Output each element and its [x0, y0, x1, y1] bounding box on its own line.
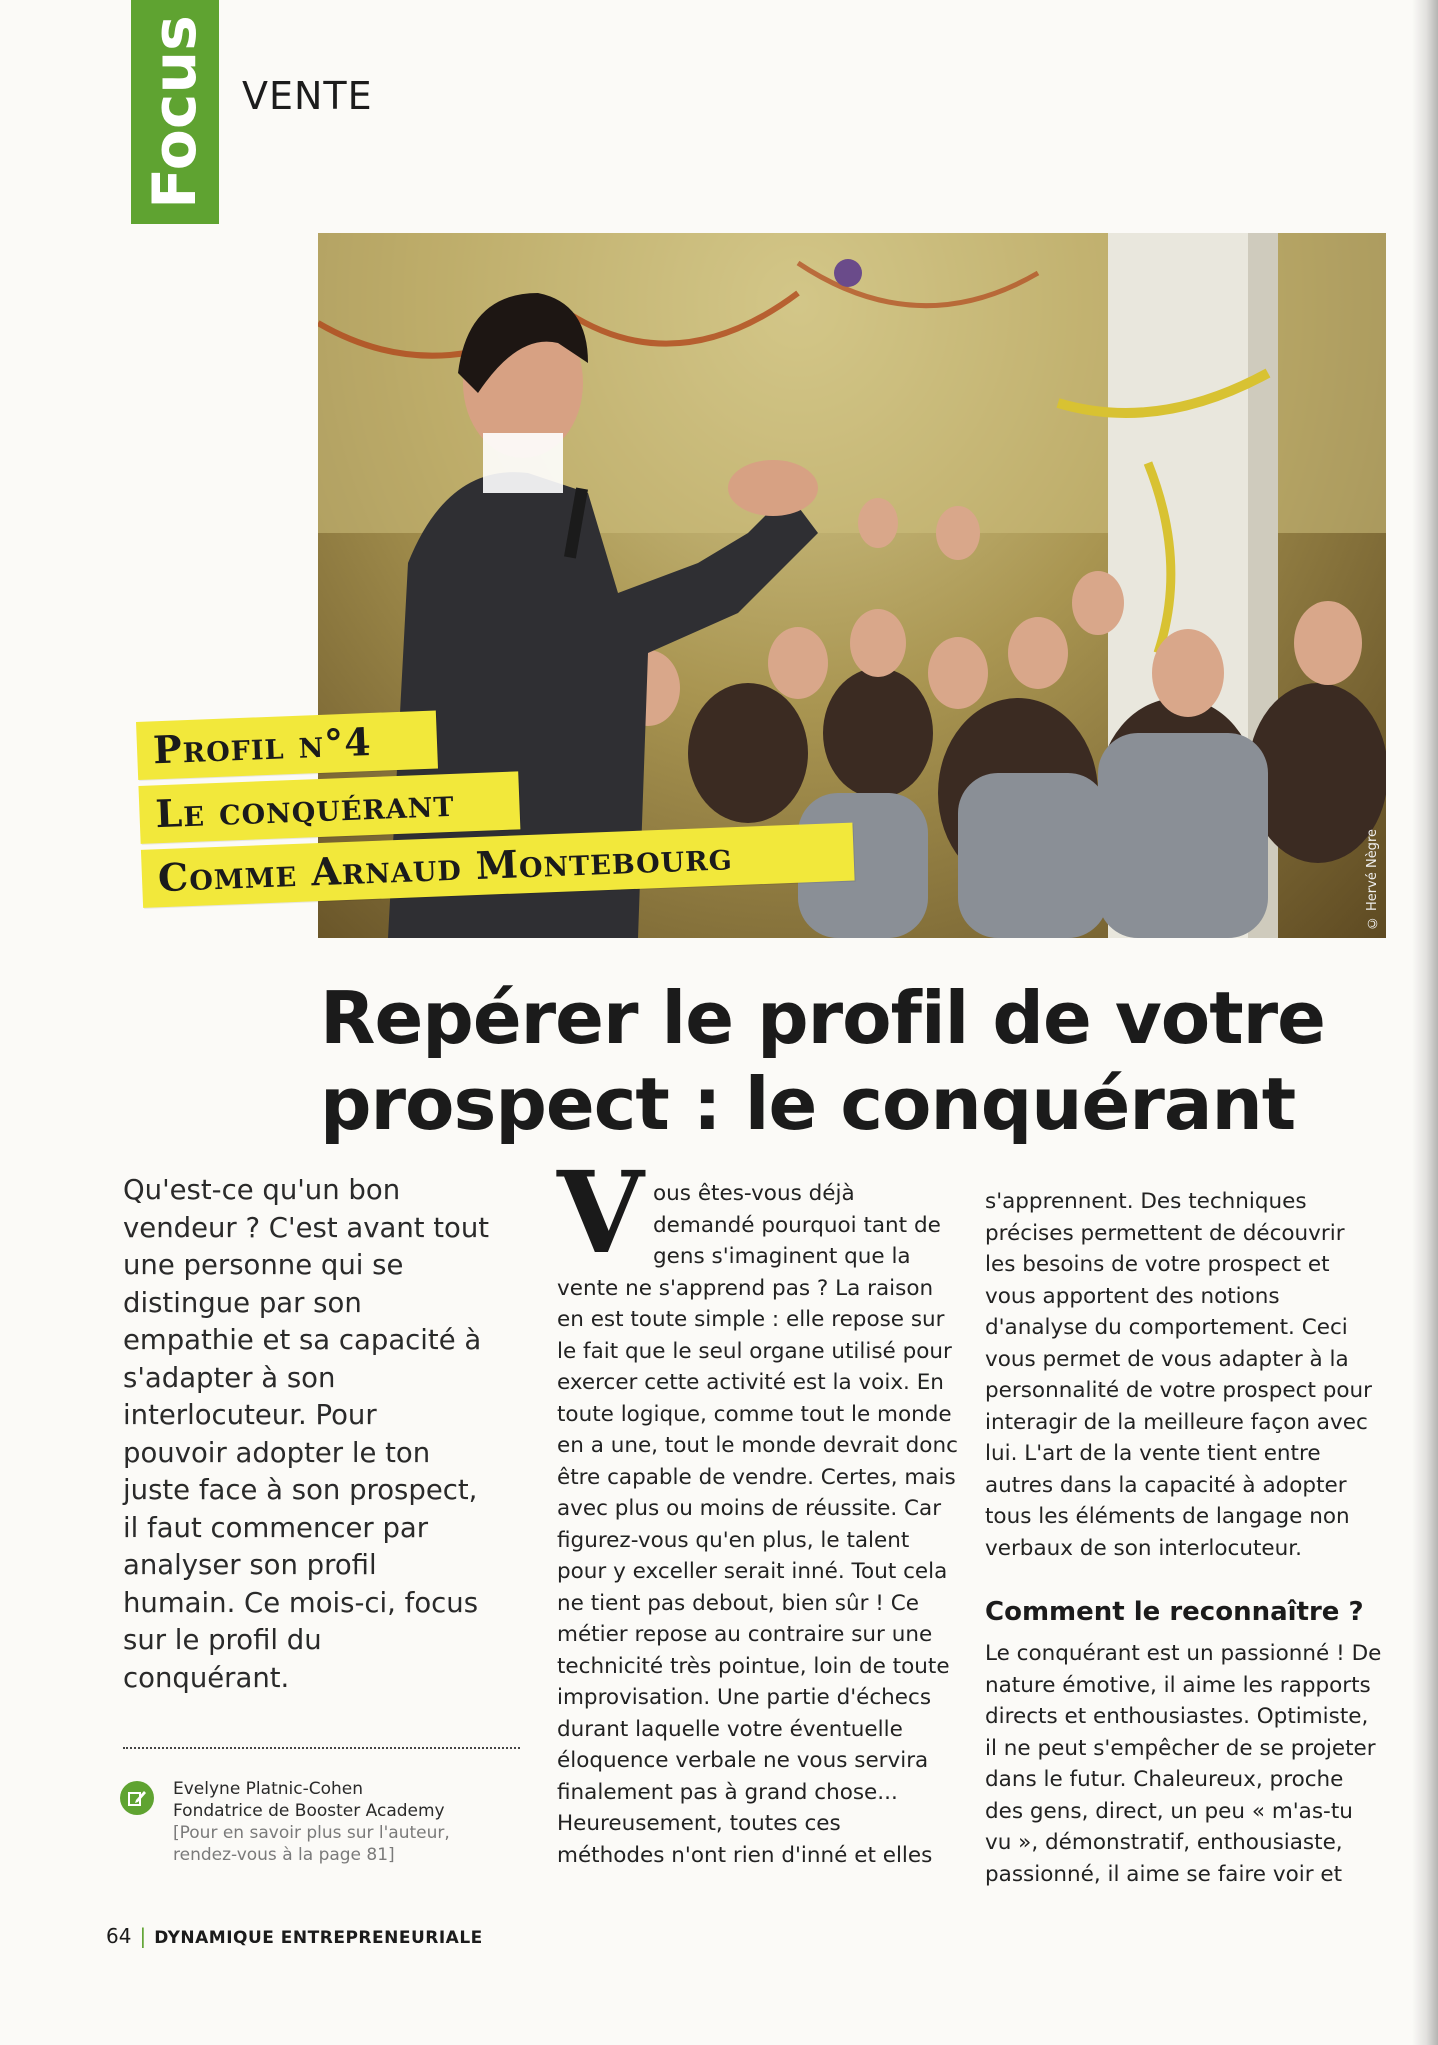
body-line: exercer cette activité est la voix. En	[557, 1370, 944, 1395]
body-line: éloquence verbale ne vous servira	[557, 1748, 929, 1773]
body-line: directs et enthousiastes. Optimiste,	[985, 1704, 1369, 1729]
intro-line: humain. Ce mois-ci, focus	[123, 1586, 479, 1619]
intro-line: interlocuteur. Pour	[123, 1399, 377, 1431]
body-line: ne tient pas debout, bien sûr ! Ce	[557, 1590, 919, 1616]
page-edge-shadow	[1412, 0, 1438, 2045]
profile-line-1: Profil n°4	[152, 718, 373, 773]
body-column-3b	[985, 1638, 1381, 1890]
body-line: Heureusement, toutes ces	[557, 1811, 841, 1836]
page-title	[320, 975, 1325, 1147]
dotted-divider	[123, 1747, 520, 1749]
profile-tag	[136, 695, 855, 920]
magazine-name: DYNAMIQUE ENTREPRENEURIALE	[154, 1928, 483, 1948]
intro-line: une personne qui se	[123, 1249, 404, 1281]
body-line: pour y exceller serait inné. Tout cela	[557, 1559, 948, 1584]
drop-cap: V	[557, 1148, 644, 1279]
body-line: personnalité de votre prospect pour	[985, 1378, 1372, 1403]
body-line: ous êtes-vous déjà	[653, 1181, 855, 1206]
focus-label: Focus	[140, 15, 210, 209]
body-line: passionné, il aime se faire voir et	[985, 1861, 1343, 1887]
intro-line: empathie et sa capacité à	[123, 1324, 482, 1356]
body-line: durant laquelle votre éventuelle	[557, 1716, 903, 1742]
body-line: nature émotive, il aime les rapports	[985, 1672, 1371, 1698]
footer-separator: |	[139, 1924, 147, 1948]
body-line: Le conquérant est un passionné ! De	[985, 1641, 1382, 1666]
intro-line: juste face à son prospect,	[123, 1474, 478, 1506]
body-line: en est toute simple : elle repose sur	[557, 1307, 945, 1332]
body-line: gens s'imaginent que la	[653, 1244, 911, 1269]
body-line: vu », démonstratif, enthousiaste,	[985, 1830, 1343, 1855]
body-line: autres dans la capacité à adopter	[985, 1472, 1347, 1498]
photo-credit: © Hervé Nègre	[1365, 828, 1380, 930]
body-line: demandé pourquoi tant de	[653, 1212, 941, 1238]
body-line: finalement pas à grand chose...	[557, 1779, 898, 1805]
body-line: toute logique, comme tout le monde	[557, 1401, 952, 1427]
body-line: il ne peut s'empêcher de se projeter	[985, 1735, 1376, 1761]
body-column-2	[557, 1178, 958, 1871]
body-line: dans le futur. Chaleureux, proche	[985, 1767, 1344, 1792]
profile-line-2: Le conquérant	[154, 779, 456, 837]
section-subheading: Comment le reconnaître ?	[985, 1597, 1364, 1627]
body-column-3	[985, 1186, 1372, 1564]
intro-line: Qu'est-ce qu'un bon	[123, 1174, 401, 1206]
page-number: 64	[106, 1924, 132, 1948]
intro-line: sur le profil du	[123, 1624, 322, 1656]
body-line: méthodes n'ont rien d'inné et elles	[557, 1842, 933, 1868]
intro-line: s'adapter à son	[123, 1361, 336, 1394]
title-line-1: Repérer le profil de votre	[320, 976, 1325, 1060]
body-line: avec plus ou moins de réussite. Car	[557, 1496, 942, 1521]
page-footer	[106, 1924, 483, 1948]
body-line: lui. L'art de la vente tient entre	[985, 1441, 1321, 1466]
body-line: verbaux de son interlocuteur.	[985, 1535, 1302, 1561]
intro-paragraph	[123, 1172, 503, 1697]
body-line: vente ne s'apprend pas ? La raison	[557, 1275, 934, 1301]
intro-line: vendeur ? C'est avant tout	[123, 1211, 490, 1244]
intro-line: distingue par son	[123, 1286, 362, 1319]
body-line: vous permet de vous adapter à la	[985, 1346, 1349, 1372]
author-role: Fondatrice de Booster Academy	[173, 1801, 445, 1821]
body-line: en a une, tout le monde devrait donc	[557, 1433, 958, 1458]
body-line: des gens, direct, un peu « m'as-tu	[985, 1798, 1353, 1824]
body-line: figurez-vous qu'en plus, le talent	[557, 1527, 910, 1553]
pencil-icon	[120, 1781, 154, 1815]
body-line: précises permettent de découvrir	[985, 1220, 1345, 1246]
body-line: tous les éléments de langage non	[985, 1504, 1350, 1529]
body-line: métier repose au contraire sur une	[557, 1622, 933, 1647]
intro-line: analyser son profil	[123, 1549, 377, 1581]
body-line: les besoins de votre prospect et	[985, 1252, 1330, 1277]
author-block	[173, 1778, 450, 1866]
intro-line: conquérant.	[123, 1661, 290, 1694]
intro-line: il faut commencer par	[123, 1511, 429, 1544]
section-label: VENTE	[242, 74, 373, 118]
intro-line: pouvoir adopter le ton	[123, 1436, 431, 1469]
body-line: vous apportent des notions	[985, 1283, 1280, 1309]
author-note-2: rendez-vous à la page 81]	[173, 1845, 395, 1865]
title-line-2: prospect : le conquérant	[320, 1062, 1296, 1146]
body-line: d'analyse du comportement. Ceci	[985, 1315, 1348, 1340]
body-line: le fait que le seul organe utilisé pour	[557, 1338, 952, 1364]
body-line: improvisation. Une partie d'échecs	[557, 1685, 932, 1710]
body-line: interagir de la meilleure façon avec	[985, 1409, 1368, 1435]
focus-tab	[131, 0, 219, 224]
body-line: être capable de vendre. Certes, mais	[557, 1464, 956, 1490]
author-name: Evelyne Platnic-Cohen	[173, 1779, 363, 1799]
body-line: technicité très pointue, loin de toute	[557, 1653, 950, 1679]
author-note-1: [Pour en savoir plus sur l'auteur,	[173, 1823, 450, 1843]
body-line: s'apprennent. Des techniques	[985, 1189, 1307, 1214]
profile-line-3: Comme Arnaud Montebourg	[157, 833, 734, 901]
